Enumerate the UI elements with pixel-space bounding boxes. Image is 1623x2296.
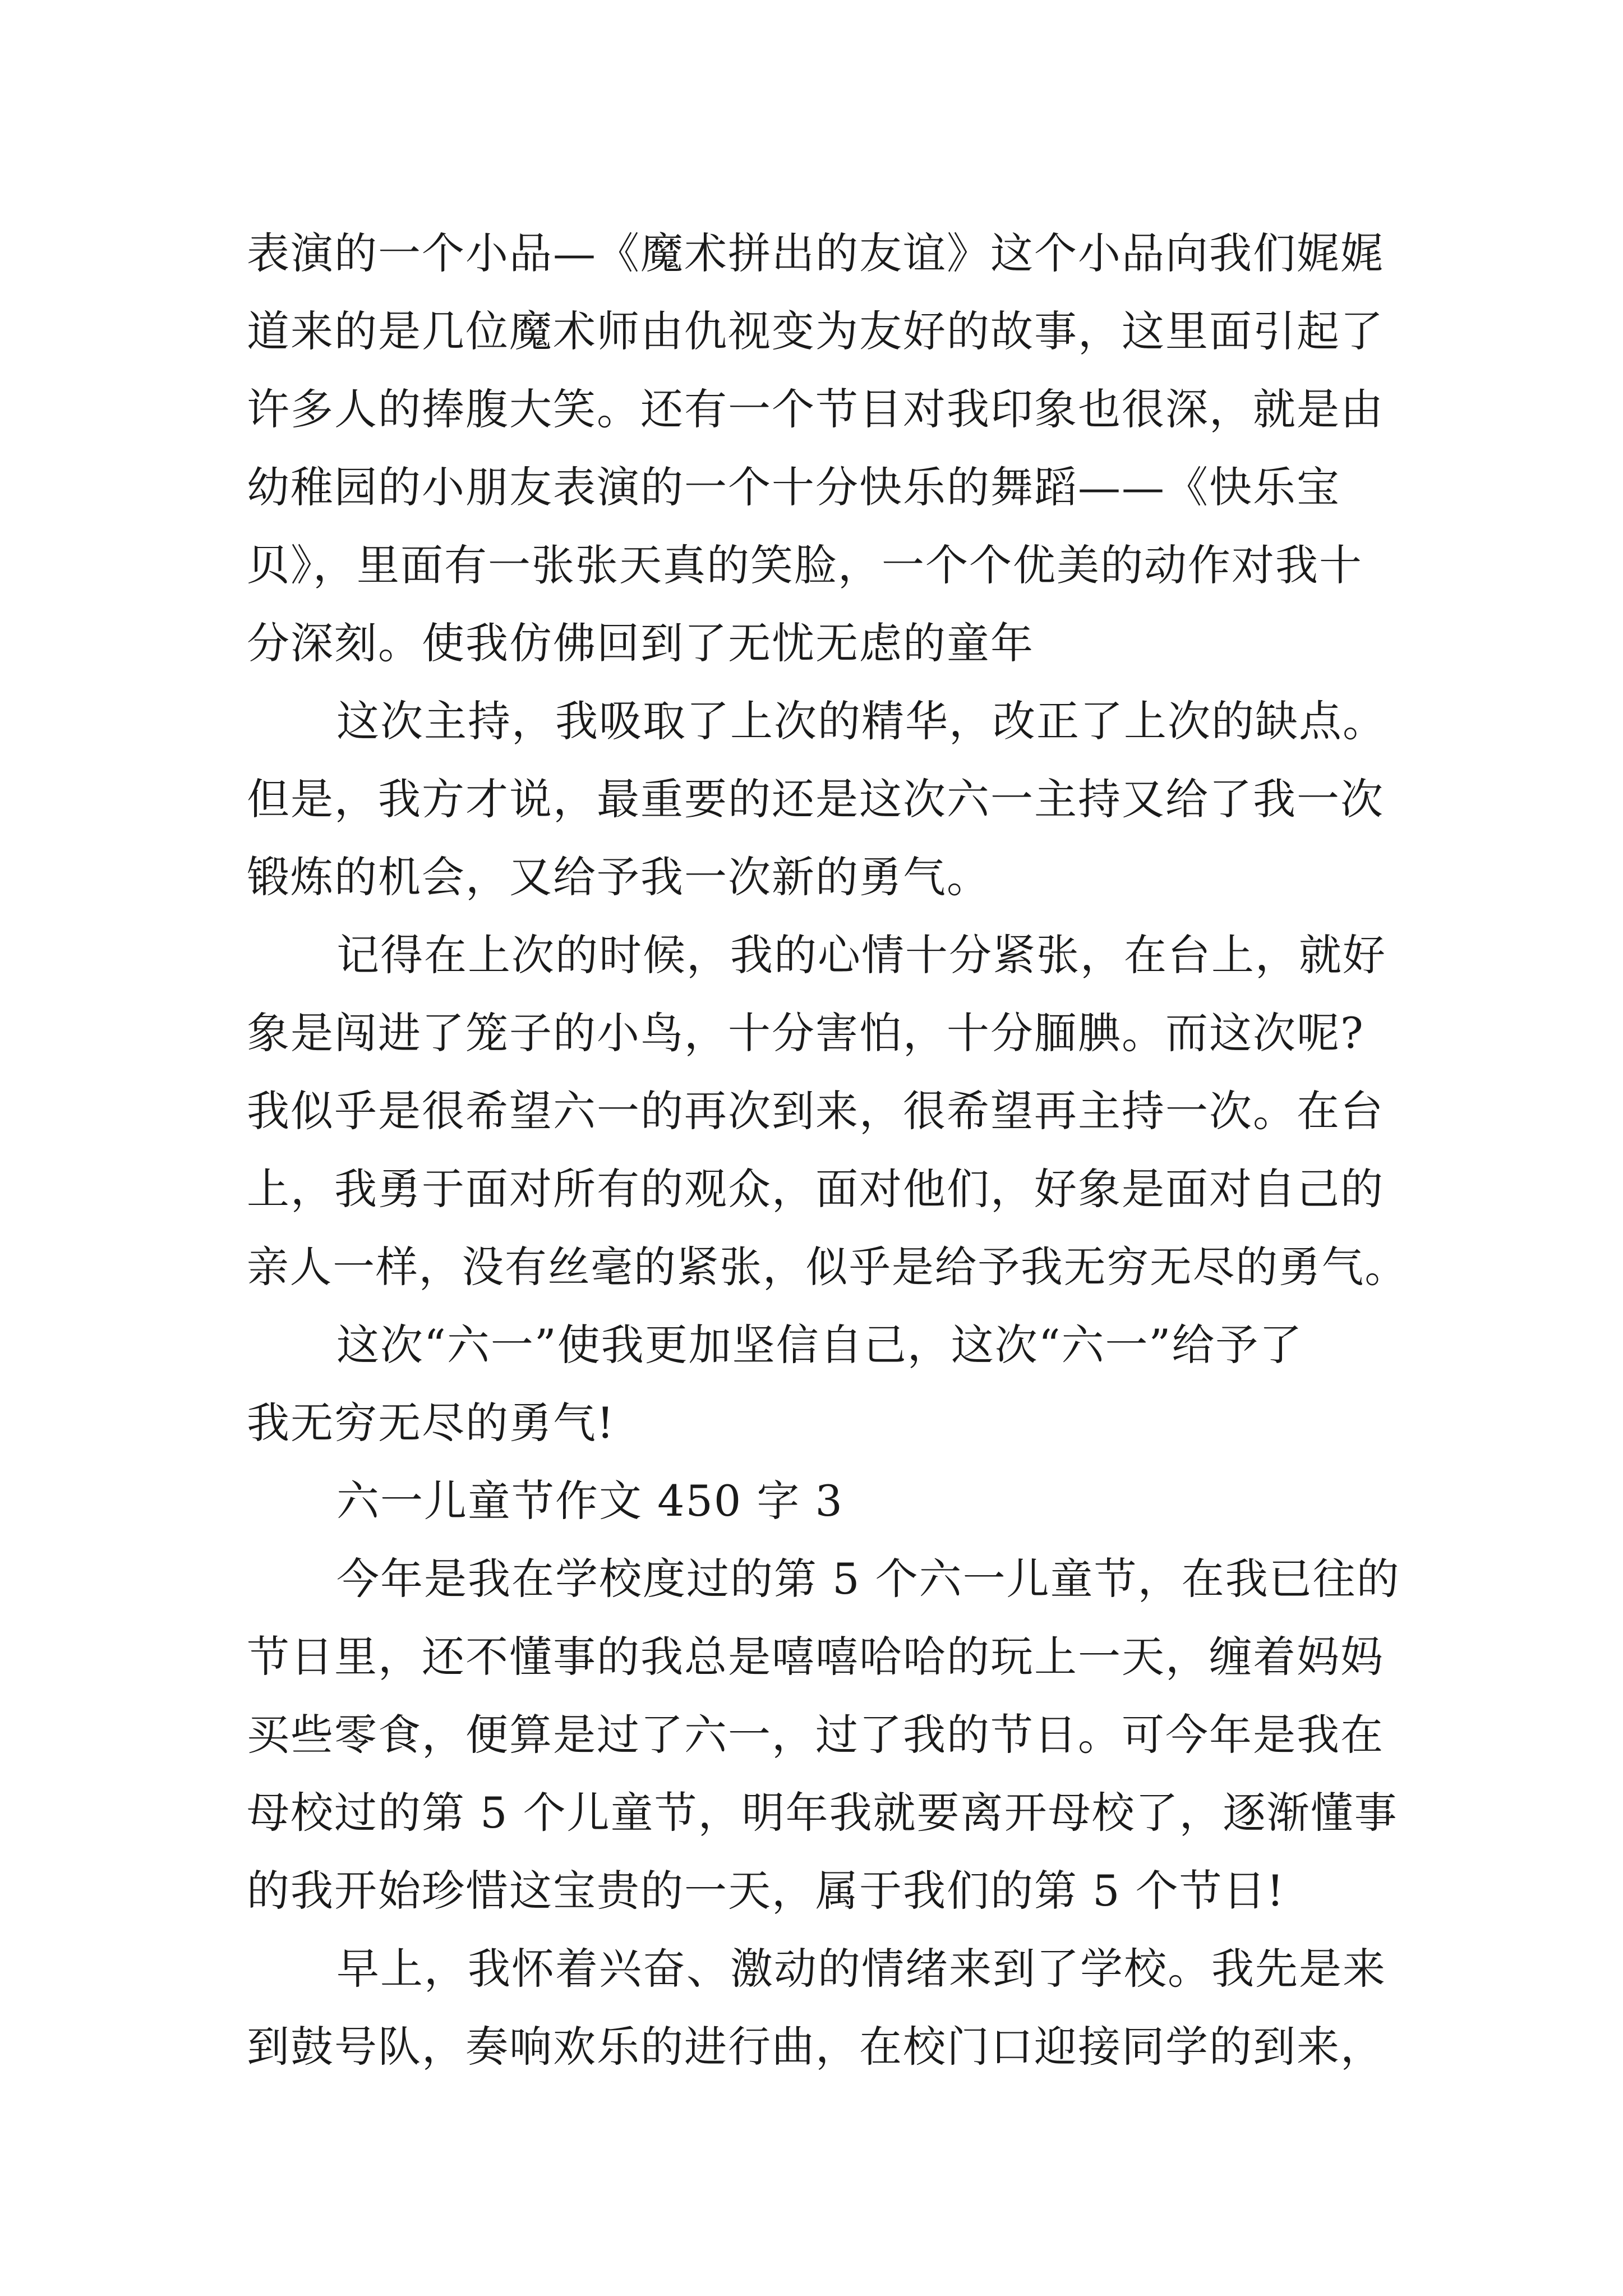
text-line: 幼稚园的小朋友表演的一个十分快乐的舞蹈——《快乐宝: [247, 462, 1340, 512]
text-line: 表演的一个小品—《魔术拼出的友谊》这个小品向我们娓娓: [247, 228, 1384, 278]
text-line: 亲人一样，没有丝毫的紧张，似乎是给予我无穷无尽的勇气。: [247, 1242, 1408, 1292]
body-text: [247, 214, 1408, 2086]
text-line: 我无穷无尽的勇气!: [247, 1398, 615, 1448]
text-line: 到鼓号队，奏响欢乐的进行曲，在校门口迎接同学的到来，: [247, 2022, 1384, 2072]
text-line: 象是闯进了笼子的小鸟，十分害怕，十分腼腆。而这次呢?: [247, 1008, 1364, 1058]
text-line: 贝》，里面有一张张天真的笑脸，一个个优美的动作对我十: [247, 540, 1363, 590]
text-line: 的我开始珍惜这宝贵的一天，属于我们的第 5 个节日!: [247, 1866, 1285, 1916]
paragraph-start-line: 六一儿童节作文 450 字 3: [336, 1476, 843, 1526]
text-line: 但是，我方才说，最重要的还是这次六一主持又给了我一次: [247, 774, 1384, 824]
text-line: 买些零食，便算是过了六一，过了我的节日。可今年是我在: [247, 1710, 1384, 1760]
text-line: 我似乎是很希望六一的再次到来，很希望再主持一次。在台: [247, 1086, 1384, 1136]
text-line: 母校过的第 5 个儿童节，明年我就要离开母校了，逐渐懂事: [247, 1788, 1398, 1838]
text-line: 许多人的捧腹大笑。还有一个节目对我印象也很深，就是由: [247, 384, 1384, 434]
paragraph-start-line: 今年是我在学校度过的第 5 个六一儿童节，在我已往的: [336, 1554, 1400, 1604]
text-line: 分深刻。使我仿佛回到了无忧无虑的童年: [247, 618, 1034, 668]
text-line: 道来的是几位魔术师由仇视变为友好的故事，这里面引起了: [247, 306, 1384, 356]
text-line: 锻炼的机会，又给予我一次新的勇气。: [247, 852, 990, 902]
paragraph-start-line: 这次主持，我吸取了上次的精华，改正了上次的缺点。: [336, 696, 1386, 746]
text-line: 上，我勇于面对所有的观众，面对他们，好象是面对自己的: [247, 1164, 1384, 1214]
paragraph-start-line: 这次“六一”使我更加坚信自己，这次“六一”给予了: [336, 1320, 1303, 1370]
text-line: 节日里，还不懂事的我总是嘻嘻哈哈的玩上一天，缠着妈妈: [247, 1632, 1384, 1682]
paragraph-start-line: 记得在上次的时候，我的心情十分紧张，在台上，就好: [336, 930, 1386, 980]
paragraph-start-line: 早上，我怀着兴奋、激动的情绪来到了学校。我先是来: [336, 1944, 1386, 1994]
